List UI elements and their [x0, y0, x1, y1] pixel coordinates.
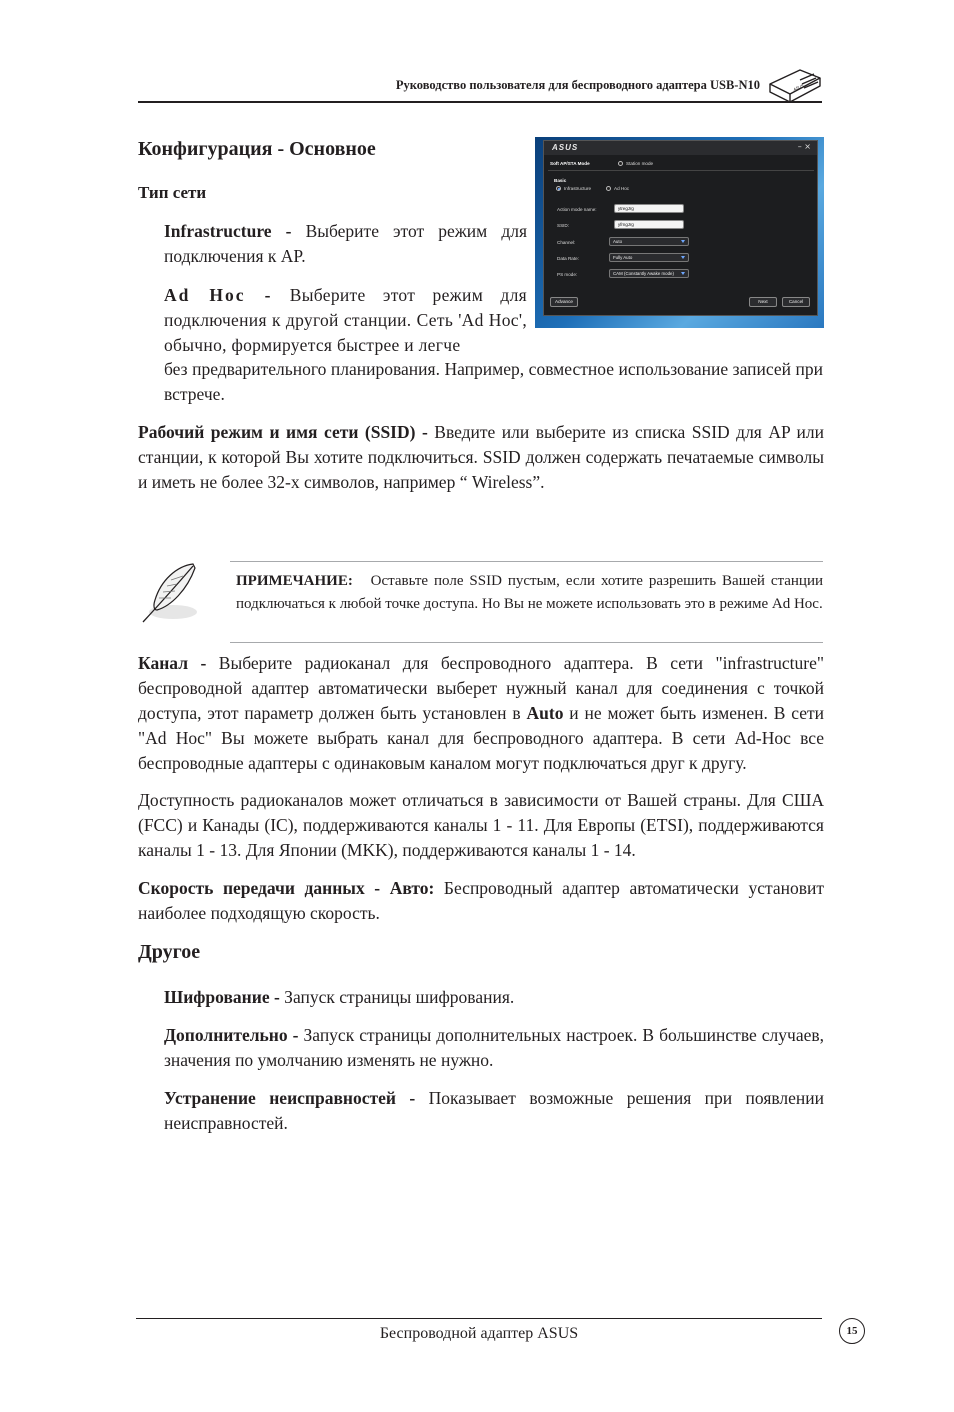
text-infrastructure: Выберите этот режим для подключения к AP. [164, 221, 528, 266]
cancel-button[interactable]: Cancel [782, 297, 810, 307]
mode-divider [548, 170, 814, 171]
usb-adapter-icon [764, 64, 824, 106]
ps-mode-value: CAM (Constantly Awake mode) [613, 271, 674, 276]
running-header: Руководство пользователя для беспроводного адаптера USB-N10 [395, 78, 760, 92]
note-text [236, 570, 823, 616]
chevron-down-icon [681, 240, 685, 243]
text-data-rate: Беспроводный адаптер автоматически установит наиболее подходящую скорость. [138, 878, 825, 923]
ssid-input[interactable]: yfrngJrg [614, 220, 684, 229]
paragraph-troubleshooting [164, 1086, 824, 1136]
asus-logo: ASUS [552, 143, 579, 152]
section-heading-basic: Конфигурация - Основное [138, 138, 376, 160]
text-encryption: Запуск страницы шифрования. [284, 987, 515, 1007]
group-basic-label: Basic [554, 178, 567, 183]
station-mode-radio[interactable] [618, 161, 623, 166]
paragraph-data-rate [138, 876, 824, 926]
term-adhoc: Ad Hoc - [164, 285, 273, 305]
section-heading-other: Другое [138, 941, 201, 963]
term-infrastructure: Infrastructure - [164, 221, 292, 241]
term-ssid: Рабочий режим и имя сети (SSID) - [138, 422, 428, 442]
chevron-down-icon [681, 256, 685, 259]
paragraph-ssid [138, 420, 824, 495]
term-encryption: Шифрование - [164, 987, 280, 1007]
text-channel-1: Выберите радиоканал для беспроводного адаптера. В сети "infrastructure" беспроводной адаптер автоматически выберет нужный канал для соединения с точкой доступа, этот параметр должен быть установлен в [138, 653, 825, 723]
infrastructure-radio-label: Infrastructure [564, 186, 592, 191]
paragraph-adhoc [164, 283, 527, 358]
ssid-label: SSID: [557, 223, 569, 228]
channel-label: Channel: [557, 240, 576, 245]
note-top-rule [230, 561, 823, 562]
note-bottom-rule [230, 642, 823, 643]
channel-value: Auto [613, 239, 623, 244]
next-button[interactable]: Next [749, 297, 777, 307]
advance-button[interactable]: Advance [550, 297, 578, 307]
paragraph-availability: Доступность радиоканалов может отличаться в зависимости от Вашей страны. Для США (FCC) и Канады (IC), поддерживаются каналы 1 - 11. Для Европы (ETSI), поддерживаются каналы 1 - 13. Для Японии (MKK), поддерживаются каналы 1 - 14. [138, 790, 824, 860]
footer-rule [136, 1318, 822, 1319]
adhoc-radio-label: Ad Hoc [614, 186, 630, 191]
action-mode-input[interactable]: ytregJrg [614, 204, 684, 213]
window-controls[interactable]: – × [797, 142, 811, 151]
paragraph-advanced [164, 1023, 824, 1073]
data-rate-select[interactable] [609, 253, 689, 262]
chevron-down-icon [681, 272, 685, 275]
feather-note-icon [137, 560, 203, 628]
channel-select[interactable] [609, 237, 689, 246]
station-mode-label: Station mode [626, 161, 654, 166]
window-titlebar [544, 141, 817, 155]
data-rate-label: Data Rate: [557, 256, 579, 261]
ps-mode-label: PS mode: [557, 272, 578, 277]
paragraph-encryption [164, 985, 824, 1010]
mode-softap-label[interactable]: Soft AP/STA Mode [550, 161, 590, 166]
utility-window [543, 140, 818, 316]
action-mode-label: Action mode name: [557, 207, 597, 212]
ps-mode-select[interactable] [609, 269, 689, 278]
svg-text:ASUS: ASUS [792, 82, 805, 92]
note-label: ПРИМЕЧАНИЕ: [236, 573, 353, 589]
text-channel-2: и не может быть изменен. В сети "Ad Hoc" Вы можете выбрать канал для беспроводного адаптера. В сети Ad-Hoc все беспроводные адаптеры с одинаковым каналом могут подключаться друг к другу. [138, 703, 824, 773]
note-body: Оставьте поле SSID пустым, если хотите разрешить Вашей станции подключаться к любой точке доступа. Но Вы не можете использовать это в режиме Ad Hoc. [236, 573, 824, 612]
infrastructure-radio[interactable] [556, 186, 561, 191]
subheading-network-type: Тип сети [138, 183, 207, 202]
term-auto: Auto [526, 703, 564, 723]
paragraph-infrastructure [164, 219, 527, 269]
adhoc-radio[interactable] [606, 186, 611, 191]
header-rule [138, 101, 822, 103]
text-troubleshooting: Показывает возможные решения при появлении неисправностей. [164, 1088, 825, 1133]
term-data-rate: Скорость передачи данных - Авто: [138, 878, 435, 898]
text-adhoc: Выберите этот режим для подключения к другой станции. Сеть 'Ad Hoc', обычно, формируется быстрее и легче [164, 285, 527, 355]
data-rate-value: Fully Auto [613, 255, 633, 260]
paragraph-channel [138, 651, 824, 776]
page-number: 15 [839, 1318, 865, 1344]
term-advanced: Дополнительно - [164, 1025, 299, 1045]
text-ssid: Введите или выберите из списка SSID для AP или станции, к которой Вы хотите подключиться. SSID должен содержать печатаемые символы и иметь не более 32-х символов, например “ Wireless”. [138, 422, 824, 492]
term-troubleshooting: Устранение неисправностей - [164, 1088, 416, 1108]
paragraph-adhoc-continued: без предварительного планирования. Например, совместное использование записей при встрече. [164, 359, 823, 404]
term-channel: Канал - [138, 653, 207, 673]
footer-text: Беспроводной адаптер ASUS [379, 1325, 579, 1342]
app-screenshot [535, 137, 824, 328]
text-advanced: Запуск страницы дополнительных настроек. В большинстве случаев, значения по умолчанию изменять не нужно. [164, 1025, 824, 1070]
